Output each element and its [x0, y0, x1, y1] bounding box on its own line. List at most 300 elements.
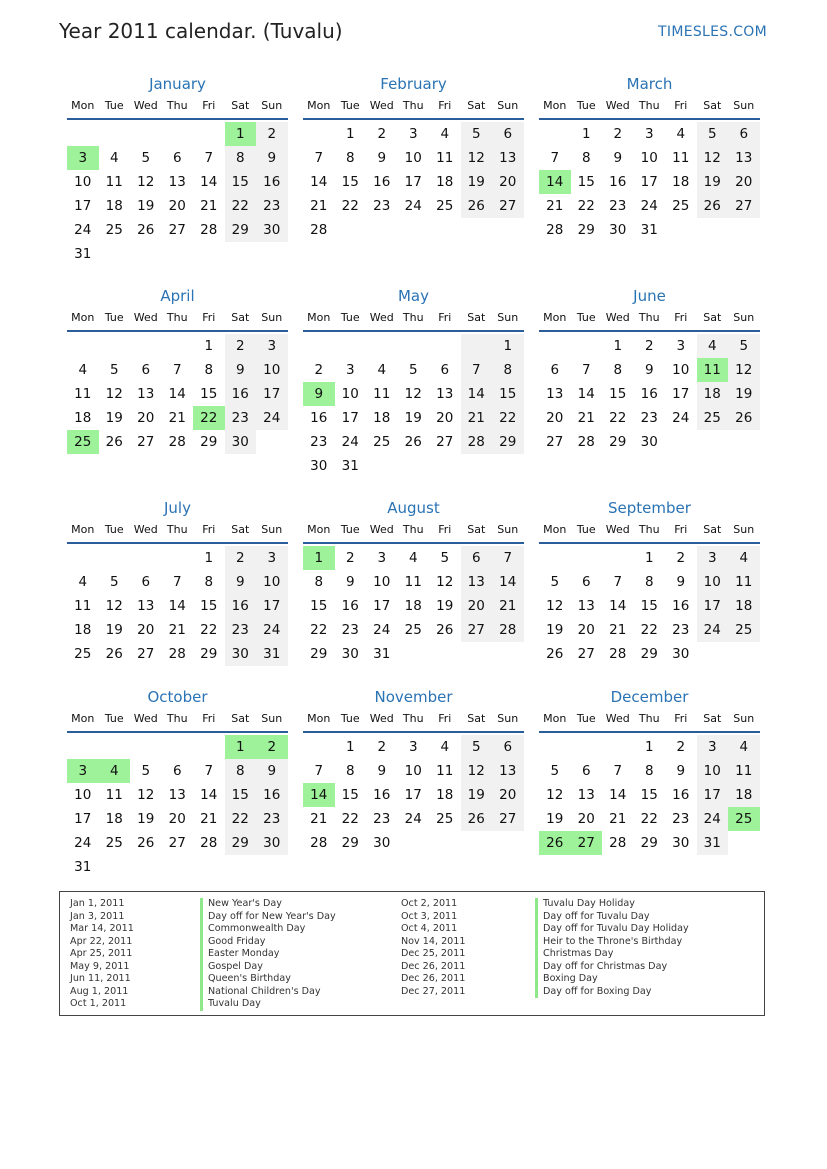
header-divider [303, 731, 524, 733]
holiday-day-cell: 1 [225, 735, 257, 759]
header-divider [539, 542, 760, 544]
day-cell: 24 [74, 835, 92, 851]
day-cell: 24 [341, 434, 359, 450]
day-cell: 15 [310, 598, 328, 614]
day-cell: 26 [436, 622, 454, 638]
day-cell: 3 [697, 735, 729, 759]
day-cell: 28 [461, 430, 493, 454]
day-cell: 23 [225, 406, 257, 430]
weekday-header: Tue [340, 99, 360, 112]
day-cell: 4 [440, 126, 450, 142]
day-cell: 28 [200, 222, 218, 238]
day-cell: 2 [256, 122, 288, 146]
weekday-header: Fri [674, 311, 688, 324]
weekday-header: Wed [605, 712, 630, 725]
day-cell: 31 [74, 859, 92, 875]
day-cell: 1 [644, 739, 654, 755]
day-cell: 4 [676, 126, 686, 142]
weekday-header: Thu [402, 99, 424, 112]
day-cell: 23 [672, 811, 690, 827]
day-cell: 15 [225, 170, 257, 194]
day-cell: 26 [461, 807, 493, 831]
day-cell: 25 [105, 835, 123, 851]
holiday-day-cell: 3 [67, 759, 99, 783]
legend-date: Dec 26, 2011 [401, 973, 466, 984]
day-cell: 21 [461, 406, 493, 430]
day-cell: 11 [672, 150, 690, 166]
day-cell: 16 [256, 783, 288, 807]
page-title: Year 2011 calendar. (Tuvalu) [59, 19, 343, 43]
day-cell: 10 [640, 150, 658, 166]
month-october [67, 687, 288, 887]
day-cell: 14 [609, 787, 627, 803]
day-cell: 22 [200, 622, 218, 638]
day-cell: 7 [314, 763, 324, 779]
day-cell: 7 [550, 150, 560, 166]
legend-date: May 9, 2011 [70, 960, 130, 972]
day-cell: 26 [404, 434, 422, 450]
day-cell: 20 [168, 811, 186, 827]
holiday-day-cell: 14 [539, 170, 571, 194]
weekday-header: Sun [497, 311, 519, 324]
day-cell: 28 [609, 835, 627, 851]
day-cell: 26 [728, 406, 760, 430]
weekday-header: Sat [703, 523, 722, 536]
day-cell: 22 [310, 622, 328, 638]
day-cell: 3 [697, 546, 729, 570]
weekday-header: Thu [402, 712, 424, 725]
weekday-header: Mon [71, 311, 95, 324]
day-cell: 24 [404, 811, 422, 827]
day-cell: 14 [310, 174, 328, 190]
legend-dates-right [401, 898, 466, 998]
month-name: February [380, 75, 447, 93]
legend-date: Oct 3, 2011 [401, 910, 458, 922]
legend-date: Aug 1, 2011 [70, 985, 129, 997]
day-cell: 5 [697, 122, 729, 146]
day-cell: 15 [640, 787, 658, 803]
legend-date: Apr 22, 2011 [70, 935, 133, 947]
day-cell: 10 [74, 787, 92, 803]
day-cell: 27 [137, 646, 155, 662]
day-cell: 20 [577, 622, 595, 638]
day-cell: 14 [168, 386, 186, 402]
weekday-header: Sat [467, 712, 486, 725]
day-cell: 6 [728, 122, 760, 146]
day-cell: 10 [404, 150, 422, 166]
day-cell: 19 [697, 170, 729, 194]
day-cell: 15 [225, 783, 257, 807]
day-cell: 22 [341, 811, 359, 827]
weekday-header: Fri [202, 311, 216, 324]
weekday-header: Fri [674, 712, 688, 725]
day-cell: 14 [609, 598, 627, 614]
weekday-header: Mon [543, 712, 567, 725]
weekday-header: Wed [605, 523, 630, 536]
day-cell: 29 [200, 434, 218, 450]
day-cell: 27 [492, 194, 524, 218]
day-cell: 21 [168, 410, 186, 426]
day-cell: 4 [728, 735, 760, 759]
day-cell: 20 [436, 410, 454, 426]
month-march [539, 74, 760, 274]
month-september [539, 498, 760, 698]
month-name: April [160, 287, 195, 305]
day-cell: 23 [256, 194, 288, 218]
day-cell: 22 [492, 406, 524, 430]
day-cell: 2 [345, 550, 355, 566]
day-cell: 6 [172, 150, 182, 166]
legend-holiday-name: Queen's Birthday [200, 973, 336, 986]
day-cell: 21 [609, 811, 627, 827]
day-cell: 25 [672, 198, 690, 214]
day-cell: 15 [492, 382, 524, 406]
weekday-header: Thu [166, 311, 188, 324]
holiday-day-cell: 25 [728, 807, 760, 831]
day-cell: 20 [137, 410, 155, 426]
day-cell: 9 [377, 150, 387, 166]
day-cell: 4 [408, 550, 418, 566]
day-cell: 19 [728, 382, 760, 406]
day-cell: 7 [172, 362, 182, 378]
header-divider [67, 118, 288, 120]
day-cell: 24 [697, 807, 729, 831]
weekday-header: Mon [543, 99, 567, 112]
day-cell: 16 [341, 598, 359, 614]
legend-date: Apr 25, 2011 [70, 948, 133, 959]
day-cell: 18 [728, 594, 760, 618]
day-cell: 15 [341, 787, 359, 803]
day-cell: 11 [105, 174, 123, 190]
day-cell: 8 [644, 574, 654, 590]
day-cell: 15 [640, 598, 658, 614]
day-cell: 2 [644, 338, 654, 354]
day-cell: 22 [609, 410, 627, 426]
weekday-header: Tue [340, 311, 360, 324]
month-august [303, 498, 524, 698]
month-july [67, 498, 288, 698]
day-cell: 29 [225, 218, 257, 242]
day-cell: 28 [492, 618, 524, 642]
day-cell: 29 [310, 646, 328, 662]
month-name: May [397, 287, 429, 305]
weekday-header: Thu [166, 523, 188, 536]
legend-names-right [535, 898, 689, 998]
legend-date: Oct 4, 2011 [401, 923, 458, 934]
weekday-header: Sun [497, 99, 519, 112]
weekday-header: Wed [369, 311, 394, 324]
legend-holiday-name: Tuvalu Day Holiday [535, 898, 689, 911]
weekday-header: Wed [369, 523, 394, 536]
day-cell: 19 [546, 622, 564, 638]
day-cell: 16 [640, 386, 658, 402]
holiday-day-cell: 11 [697, 358, 729, 382]
day-cell: 25 [404, 622, 422, 638]
day-cell: 2 [225, 546, 257, 570]
legend-holiday-name: Day off for Boxing Day [535, 986, 689, 999]
day-cell: 2 [314, 362, 324, 378]
day-cell: 8 [225, 146, 257, 170]
day-cell: 2 [225, 334, 257, 358]
weekday-header: Mon [543, 523, 567, 536]
day-cell: 13 [168, 174, 186, 190]
day-cell: 22 [341, 198, 359, 214]
day-cell: 1 [345, 739, 355, 755]
legend-holiday-name: Day off for Tuvalu Day [535, 911, 689, 924]
day-cell: 12 [461, 146, 493, 170]
weekday-header: Fri [438, 712, 452, 725]
day-cell: 7 [492, 546, 524, 570]
day-cell: 30 [672, 835, 690, 851]
legend-holiday-name: Gospel Day [200, 961, 336, 974]
day-cell: 1 [204, 338, 214, 354]
legend-holiday-name: Christmas Day [535, 948, 689, 961]
day-cell: 13 [728, 146, 760, 170]
legend-date: Dec 27, 2011 [401, 985, 466, 997]
weekday-header: Fri [438, 99, 452, 112]
day-cell: 31 [74, 246, 92, 262]
day-cell: 16 [225, 594, 257, 618]
day-cell: 28 [609, 646, 627, 662]
day-cell: 29 [640, 646, 658, 662]
holiday-day-cell: 22 [193, 406, 225, 430]
day-cell: 13 [436, 386, 454, 402]
day-cell: 7 [461, 358, 493, 382]
legend-date: Dec 26, 2011 [401, 960, 466, 972]
day-cell: 4 [78, 574, 88, 590]
month-november [303, 687, 524, 887]
day-cell: 19 [404, 410, 422, 426]
weekend-blank-cell [461, 334, 493, 358]
day-cell: 5 [461, 735, 493, 759]
day-cell: 12 [436, 574, 454, 590]
day-cell: 13 [168, 787, 186, 803]
day-cell: 10 [373, 574, 391, 590]
weekday-header: Wed [605, 311, 630, 324]
day-cell: 8 [492, 358, 524, 382]
month-name: January [149, 75, 206, 93]
day-cell: 18 [105, 198, 123, 214]
legend-date: Mar 14, 2011 [70, 923, 134, 934]
day-cell: 10 [74, 174, 92, 190]
day-cell: 30 [341, 646, 359, 662]
weekday-header: Fri [438, 311, 452, 324]
day-cell: 1 [345, 126, 355, 142]
day-cell: 1 [644, 550, 654, 566]
day-cell: 2 [613, 126, 623, 142]
day-cell: 4 [697, 334, 729, 358]
day-cell: 27 [168, 222, 186, 238]
day-cell: 22 [225, 807, 257, 831]
day-cell: 21 [310, 198, 328, 214]
day-cell: 29 [577, 222, 595, 238]
day-cell: 28 [168, 434, 186, 450]
holiday-day-cell: 27 [571, 831, 603, 855]
legend-dates-left [70, 898, 134, 1011]
month-february [303, 74, 524, 274]
day-cell: 11 [436, 150, 454, 166]
day-cell: 30 [310, 458, 328, 474]
weekday-header: Mon [307, 523, 331, 536]
day-cell: 7 [581, 362, 591, 378]
day-cell: 11 [728, 759, 760, 783]
day-cell: 19 [105, 410, 123, 426]
day-cell: 31 [373, 646, 391, 662]
day-cell: 24 [74, 222, 92, 238]
weekday-header: Mon [307, 99, 331, 112]
day-cell: 25 [697, 406, 729, 430]
legend-date: Jan 3, 2011 [70, 910, 125, 922]
day-cell: 6 [492, 122, 524, 146]
weekday-header: Sun [261, 99, 283, 112]
month-name: December [610, 688, 689, 706]
brand-link[interactable]: TIMESLES.COM [658, 24, 767, 40]
weekday-header: Mon [543, 311, 567, 324]
day-cell: 20 [492, 170, 524, 194]
day-cell: 12 [546, 787, 564, 803]
weekday-header: Wed [133, 523, 158, 536]
day-cell: 24 [697, 618, 729, 642]
holiday-legend [59, 891, 765, 1016]
weekday-header: Sat [231, 311, 250, 324]
day-cell: 3 [345, 362, 355, 378]
day-cell: 8 [204, 574, 214, 590]
header-divider [303, 542, 524, 544]
day-cell: 25 [373, 434, 391, 450]
legend-date: Jun 11, 2011 [70, 973, 131, 984]
weekday-header: Wed [605, 99, 630, 112]
day-cell: 16 [256, 170, 288, 194]
day-cell: 26 [137, 835, 155, 851]
header-divider [539, 731, 760, 733]
weekday-header: Sun [261, 311, 283, 324]
day-cell: 5 [141, 150, 151, 166]
month-name: August [387, 499, 440, 517]
holiday-day-cell: 14 [303, 783, 335, 807]
weekday-header: Thu [638, 99, 660, 112]
weekday-header: Thu [402, 523, 424, 536]
weekday-header: Tue [576, 99, 596, 112]
day-cell: 27 [137, 434, 155, 450]
day-cell: 9 [676, 763, 686, 779]
day-cell: 20 [577, 811, 595, 827]
weekday-header: Fri [202, 99, 216, 112]
day-cell: 7 [204, 763, 214, 779]
weekday-header: Sat [703, 712, 722, 725]
day-cell: 5 [550, 763, 560, 779]
day-cell: 18 [436, 787, 454, 803]
day-cell: 20 [461, 594, 493, 618]
day-cell: 27 [546, 434, 564, 450]
day-cell: 11 [74, 386, 92, 402]
weekday-header: Sat [231, 712, 250, 725]
weekday-header: Mon [71, 99, 95, 112]
day-cell: 7 [613, 763, 623, 779]
legend-holiday-name: Commonwealth Day [200, 923, 336, 936]
day-cell: 18 [672, 174, 690, 190]
day-cell: 5 [408, 362, 418, 378]
day-cell: 30 [256, 218, 288, 242]
day-cell: 5 [141, 763, 151, 779]
day-cell: 28 [577, 434, 595, 450]
day-cell: 8 [644, 763, 654, 779]
month-name: September [608, 499, 691, 517]
day-cell: 2 [676, 739, 686, 755]
day-cell: 19 [436, 598, 454, 614]
day-cell: 6 [141, 574, 151, 590]
day-cell: 30 [373, 835, 391, 851]
day-cell: 24 [256, 406, 288, 430]
day-cell: 19 [105, 622, 123, 638]
day-cell: 13 [492, 146, 524, 170]
day-cell: 9 [225, 358, 257, 382]
day-cell: 13 [137, 386, 155, 402]
month-april [67, 286, 288, 486]
day-cell: 1 [581, 126, 591, 142]
weekday-header: Sat [231, 523, 250, 536]
day-cell: 13 [577, 787, 595, 803]
holiday-day-cell: 3 [67, 146, 99, 170]
weekday-header: Sun [733, 523, 755, 536]
day-cell: 23 [256, 807, 288, 831]
weekday-header: Sun [261, 523, 283, 536]
legend-date: Oct 2, 2011 [401, 898, 458, 909]
day-cell: 4 [377, 362, 387, 378]
day-cell: 25 [105, 222, 123, 238]
day-cell: 31 [640, 222, 658, 238]
day-cell: 6 [550, 362, 560, 378]
day-cell: 12 [137, 174, 155, 190]
day-cell: 24 [672, 410, 690, 426]
day-cell: 28 [310, 222, 328, 238]
weekday-header: Tue [104, 311, 124, 324]
weekday-header: Mon [71, 523, 95, 536]
weekday-header: Mon [307, 712, 331, 725]
day-cell: 2 [377, 126, 387, 142]
weekday-header: Thu [638, 712, 660, 725]
holiday-day-cell: 26 [539, 831, 571, 855]
day-cell: 29 [609, 434, 627, 450]
month-may [303, 286, 524, 486]
day-cell: 24 [404, 198, 422, 214]
day-cell: 20 [137, 622, 155, 638]
weekday-header: Sat [467, 99, 486, 112]
day-cell: 17 [640, 174, 658, 190]
day-cell: 10 [256, 358, 288, 382]
day-cell: 5 [728, 334, 760, 358]
day-cell: 10 [697, 759, 729, 783]
day-cell: 9 [225, 570, 257, 594]
weekday-header: Sun [733, 311, 755, 324]
day-cell: 25 [728, 618, 760, 642]
day-cell: 20 [728, 170, 760, 194]
day-cell: 26 [105, 434, 123, 450]
day-cell: 23 [341, 622, 359, 638]
day-cell: 16 [672, 787, 690, 803]
day-cell: 23 [640, 410, 658, 426]
day-cell: 9 [377, 763, 387, 779]
month-name: October [147, 688, 208, 706]
header-divider [303, 330, 524, 332]
day-cell: 17 [256, 382, 288, 406]
weekday-header: Mon [71, 712, 95, 725]
day-cell: 29 [341, 835, 359, 851]
day-cell: 13 [577, 598, 595, 614]
weekday-header: Tue [104, 523, 124, 536]
month-december [539, 687, 760, 887]
day-cell: 17 [74, 198, 92, 214]
weekday-header: Sat [231, 99, 250, 112]
